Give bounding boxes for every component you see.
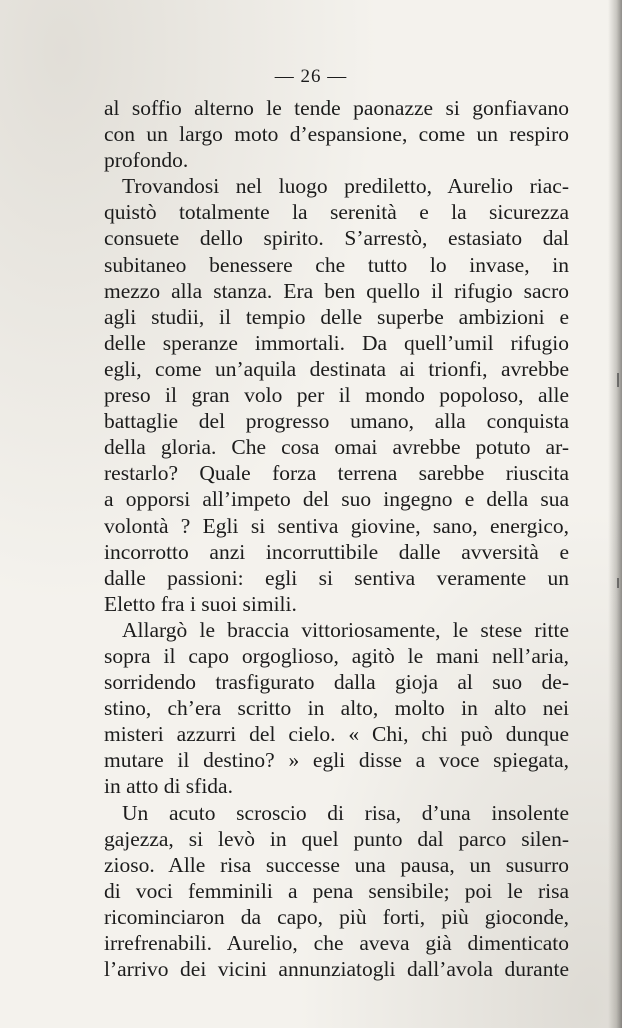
text-line: delle speranze immortali. Da quell’umil rifugio [104, 330, 569, 355]
text-line: Eletto fra i suoi simili. [104, 591, 297, 616]
text-line: agli studii, il tempio delle superbe ambizioni e [104, 304, 569, 329]
text-line: stino, ch’era scritto in alto, molto in alto nei [104, 696, 569, 721]
text-line: dalle passioni: egli si sentiva veramente un [104, 565, 569, 590]
body-text [104, 95, 569, 982]
text-line: mezzo alla stanza. Era ben quello il rifugio sacro [104, 278, 569, 303]
text-line: al soffio alterno le tende paonazze si gonfiavano [104, 96, 569, 120]
text-line: restarlo? Quale forza terrena sarebbe riuscita [104, 461, 569, 486]
text-line: preso il gran volo per il mondo popoloso, alle [104, 383, 569, 408]
text-line: sopra il capo orgoglioso, agitò le mani nell’aria, [104, 643, 569, 668]
edge-mark [617, 578, 619, 588]
text-line: di voci femminili a pena sensibile; poi le risa [104, 878, 569, 903]
text-line: consuete dello spirito. S’arrestò, estasiato dal [104, 226, 569, 251]
text-line: ricominciaron da capo, più forti, più gioconde, [104, 904, 569, 929]
text-line: della gloria. Che cosa omai avrebbe potuto ar- [104, 435, 569, 460]
edge-mark [617, 373, 619, 387]
text-line: sorridendo trasfigurato dalla gioja al suo de- [104, 670, 569, 695]
text-line: con un largo moto d’espansione, come un respiro [104, 122, 569, 147]
text-line: Allargò le braccia vittoriosamente, le stese ritte [122, 617, 569, 642]
text-line: in atto di sfida. [104, 774, 233, 799]
text-line: mutare il destino? » egli disse a voce spiegata, [104, 748, 569, 773]
text-line: incorrotto anzi incorruttibile dalle avversità e [104, 539, 569, 564]
text-line: misteri azzurri del cielo. « Chi, chi può dunque [104, 722, 569, 747]
text-line: egli, come un’aquila destinata ai trionfi, avrebbe [104, 356, 569, 381]
text-line: profondo. [104, 148, 189, 173]
text-line: irrefrenabili. Aurelio, che aveva già dimenticato [104, 931, 569, 955]
text-line: a opporsi all’impeto del suo ingegno e della sua [104, 487, 569, 512]
text-line: zioso. Alle risa successe una pausa, un susurro [104, 852, 569, 877]
text-line: subitaneo benessere che tutto lo invase, in [104, 252, 569, 277]
page-edge-shadow [608, 0, 622, 1028]
text-line: quistò totalmente la serenità e la sicurezza [104, 200, 569, 225]
text-line: Trovandosi nel luogo prediletto, Aurelio riac- [122, 174, 569, 199]
text-line: gajezza, si levò in quel punto dal parco silen- [104, 826, 569, 851]
page-number: — 26 — [274, 66, 348, 87]
text-line: Un acuto scroscio di risa, d’una insolente [122, 800, 569, 825]
text-line: l’arrivo dei vicini annunziatogli dall’avola durante [104, 957, 569, 982]
text-line: volontà ? Egli si sentiva giovine, sano, energico, [104, 513, 569, 538]
text-line: battaglie del progresso umano, alla conquista [104, 409, 569, 434]
